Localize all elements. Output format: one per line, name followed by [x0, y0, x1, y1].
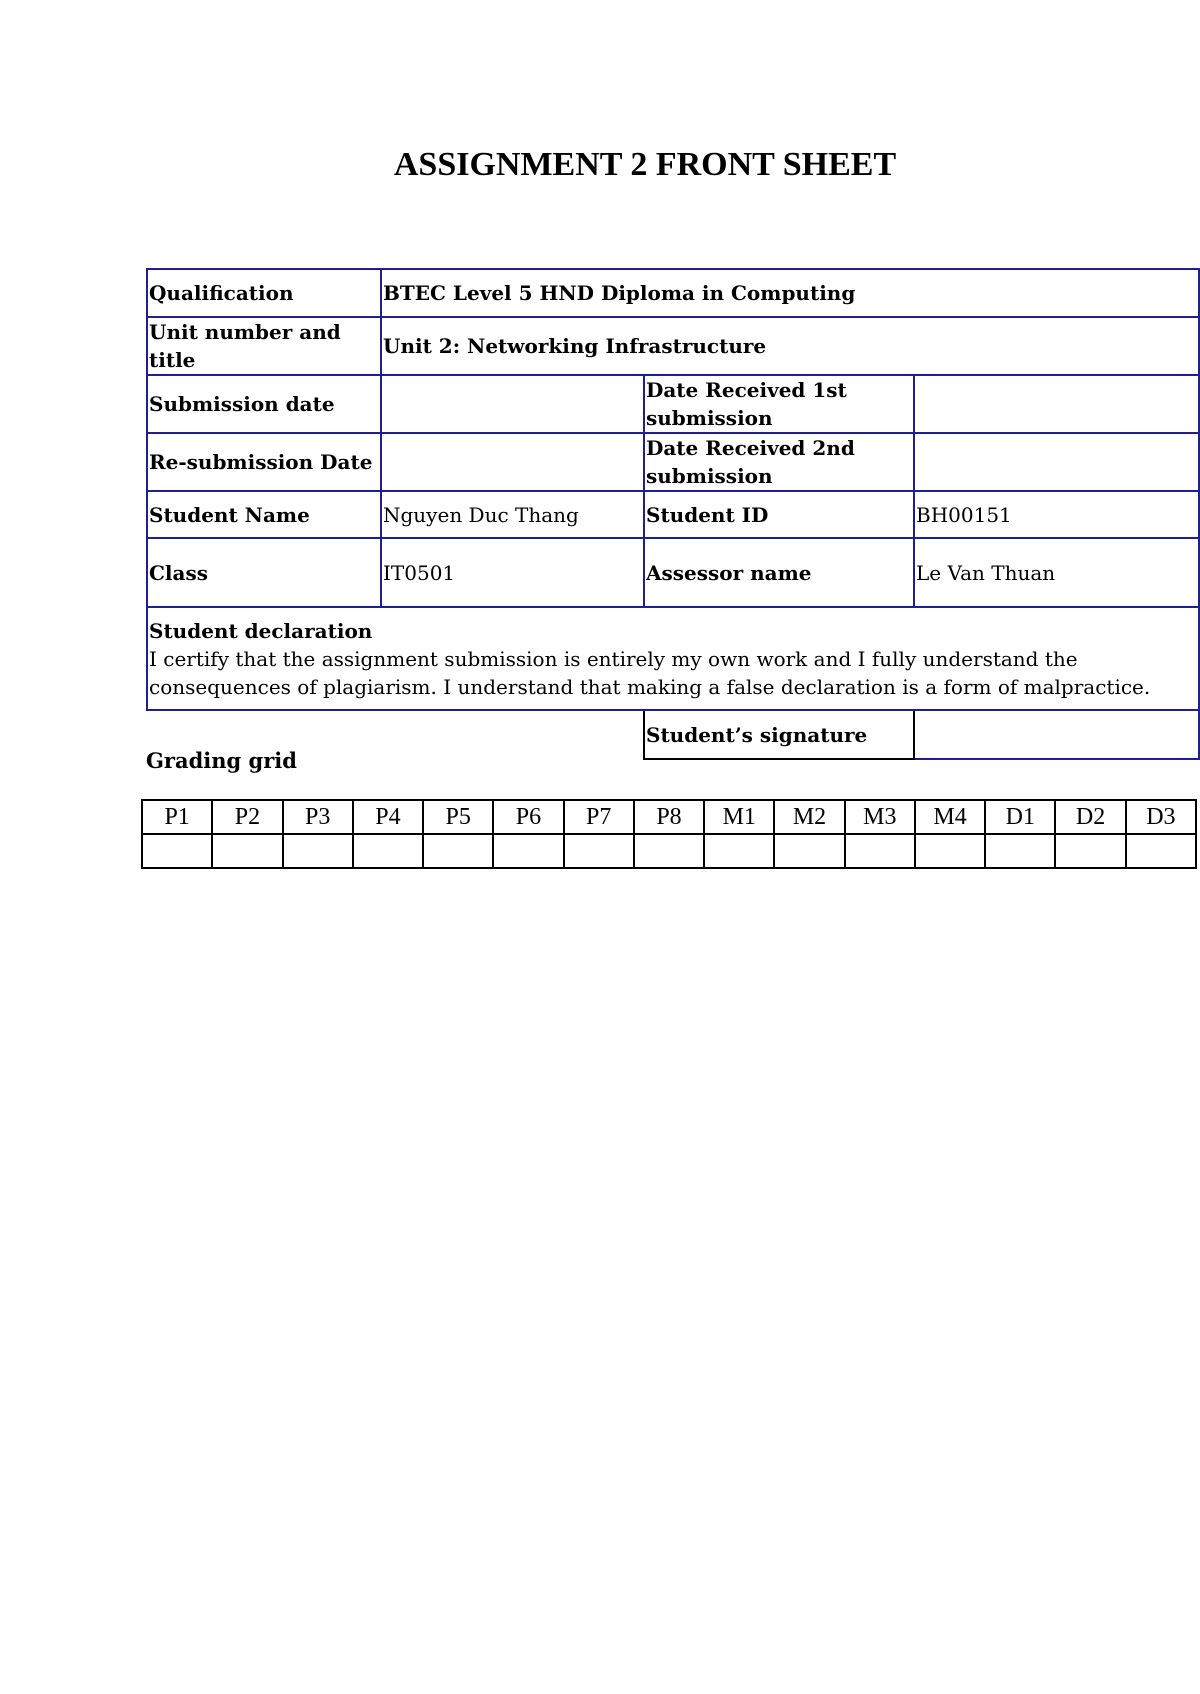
signature-label: Student’s signature [644, 710, 914, 759]
criterion-p7: P7 [564, 800, 634, 834]
grading-criteria-row [142, 800, 1196, 834]
assessor-value: Le Van Thuan [914, 538, 1199, 607]
mark-p3[interactable] [283, 834, 353, 868]
criterion-d3: D3 [1126, 800, 1196, 834]
unit-label: Unit number and title [147, 317, 381, 375]
mark-p8[interactable] [634, 834, 704, 868]
student-declaration [147, 607, 1199, 710]
assessor-label: Assessor name [644, 538, 914, 607]
mark-m4[interactable] [915, 834, 985, 868]
signature-value[interactable] [914, 710, 1199, 759]
criterion-p3: P3 [283, 800, 353, 834]
criterion-d2: D2 [1055, 800, 1125, 834]
row-student-name [147, 491, 1199, 538]
criterion-p2: P2 [212, 800, 282, 834]
date-received-1-value[interactable] [914, 375, 1199, 433]
declaration-heading: Student declaration [149, 618, 373, 643]
mark-p1[interactable] [142, 834, 212, 868]
mark-m1[interactable] [704, 834, 774, 868]
mark-p2[interactable] [212, 834, 282, 868]
criterion-p5: P5 [423, 800, 493, 834]
mark-d2[interactable] [1055, 834, 1125, 868]
mark-m3[interactable] [845, 834, 915, 868]
class-value: IT0501 [381, 538, 644, 607]
student-id-label: Student ID [644, 491, 914, 538]
mark-p7[interactable] [564, 834, 634, 868]
row-signature [147, 710, 1199, 759]
row-qualification [147, 269, 1199, 317]
criterion-p1: P1 [142, 800, 212, 834]
resubmission-date-value[interactable] [381, 433, 644, 491]
criterion-m3: M3 [845, 800, 915, 834]
mark-p6[interactable] [493, 834, 563, 868]
front-sheet-table [146, 268, 1200, 760]
class-label: Class [147, 538, 381, 607]
mark-m2[interactable] [774, 834, 844, 868]
date-received-2-value[interactable] [914, 433, 1199, 491]
criterion-m4: M4 [915, 800, 985, 834]
date-received-1-label: Date Received 1st submission [644, 375, 914, 433]
mark-d1[interactable] [985, 834, 1055, 868]
grading-grid-label: Grading grid [146, 748, 297, 773]
grading-grid [141, 799, 1197, 869]
student-name-label: Student Name [147, 491, 381, 538]
student-id-value: BH00151 [914, 491, 1199, 538]
criterion-p4: P4 [353, 800, 423, 834]
date-received-2-label: Date Received 2nd submission [644, 433, 914, 491]
submission-date-label: Submission date [147, 375, 381, 433]
grading-marks-row [142, 834, 1196, 868]
criterion-d1: D1 [985, 800, 1055, 834]
submission-date-value[interactable] [381, 375, 644, 433]
mark-d3[interactable] [1126, 834, 1196, 868]
resubmission-date-label: Re-submission Date [147, 433, 381, 491]
criterion-m1: M1 [704, 800, 774, 834]
criterion-p6: P6 [493, 800, 563, 834]
row-declaration [147, 607, 1199, 710]
mark-p5[interactable] [423, 834, 493, 868]
page-title: ASSIGNMENT 2 FRONT SHEET [393, 146, 897, 183]
qualification-value: BTEC Level 5 HND Diploma in Computing [381, 269, 1199, 317]
declaration-text: I certify that the assignment submission is entirely my own work and I fully understand the consequences of plagiarism. I understand that making a false declaration is a form of malpractice. [149, 646, 1151, 699]
criterion-m2: M2 [774, 800, 844, 834]
row-unit [147, 317, 1199, 375]
row-class [147, 538, 1199, 607]
row-resubmission-date [147, 433, 1199, 491]
unit-value: Unit 2: Networking Infrastructure [381, 317, 1199, 375]
criterion-p8: P8 [634, 800, 704, 834]
student-name-value: Nguyen Duc Thang [381, 491, 644, 538]
qualification-label: Qualification [147, 269, 381, 317]
row-submission-date [147, 375, 1199, 433]
mark-p4[interactable] [353, 834, 423, 868]
